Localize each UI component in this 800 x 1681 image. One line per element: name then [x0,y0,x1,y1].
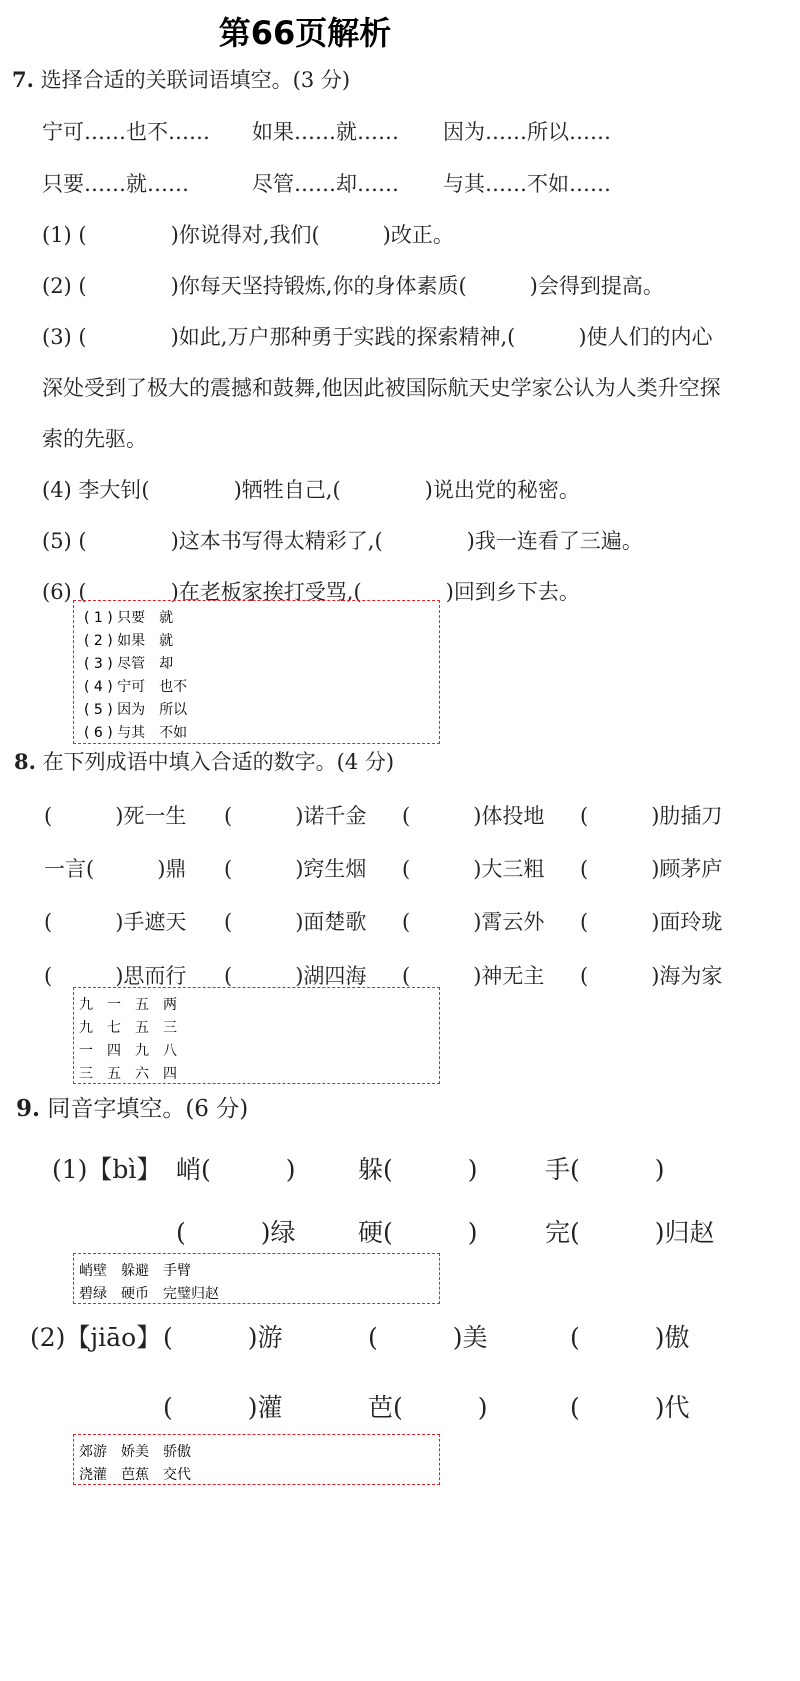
q8-idiom: ( )窍生烟 [224,857,367,881]
q8-idiom: ( )霄云外 [402,910,545,934]
q8-answer-box [73,987,440,1084]
q7-answer-4: ( 4 ) 宁可 也不 [84,679,188,695]
page-title: 第66页解析 [218,14,392,52]
q7-item-5: (5) ( )这本书写得太精彩了,( )我一连看了三遍。 [42,529,643,553]
q7-item-3-cont: 深处受到了极大的震撼和鼓舞,他因此被国际航天史学家公认为人类升空探 [42,376,721,400]
q7-answer-6: ( 6 ) 与其 不如 [84,725,188,741]
q8-idiom: ( )面楚歌 [224,910,367,934]
q7-item-1: (1) ( )你说得对,我们( )改正。 [42,223,454,247]
question-8-prompt: 在下列成语中填入合适的数字。(4 分) [42,750,395,774]
q9-part1-label: (1)【bì】 [52,1155,162,1184]
q7-option-3: 因为……所以…… [443,120,611,144]
q9-part1-blank: 完( )归赵 [545,1218,715,1247]
q9-part2-blank: ( )灌 [163,1393,283,1422]
question-7-heading [12,64,350,94]
q8-idiom: ( )神无主 [402,964,545,988]
q9-part1-blank: 躲( ) [358,1155,478,1184]
q9-part2-blank: ( )游 [163,1323,283,1352]
q8-idiom: ( )诺千金 [224,804,367,828]
q8-idiom: ( )死一生 [44,804,187,828]
q9-part1-answer-2: 碧绿 硬币 完璧归赵 [79,1286,219,1302]
q8-answer-2: 九 七 五 三 [79,1020,177,1036]
q7-option-1: 宁可……也不…… [42,120,210,144]
q7-item-3-end: 索的先驱。 [42,427,147,451]
q9-part1-answer-1: 峭壁 躲避 手臂 [79,1263,191,1279]
q7-answer-1: ( 1 ) 只要 就 [84,610,174,626]
question-8-number: 8. [14,749,36,774]
q8-idiom: ( )思而行 [44,964,187,988]
q8-answer-3: 一 四 九 八 [79,1043,177,1059]
q9-part1-blank: ( )绿 [176,1218,296,1247]
q8-idiom: ( )湖四海 [224,964,367,988]
q7-item-2: (2) ( )你每天坚持锻炼,你的身体素质( )会得到提高。 [42,274,664,298]
q9-part1-blank: 手( ) [545,1155,665,1184]
q7-item-4: (4) 李大钊( )牺牲自己,( )说出党的秘密。 [42,478,580,502]
q9-part2-blank: ( )美 [368,1323,488,1352]
q8-idiom: ( )顾茅庐 [580,857,723,881]
q7-option-5: 尽管……却…… [252,172,399,196]
q7-answer-box [73,600,440,744]
q9-part2-answer-2: 浇灌 芭蕉 交代 [79,1467,191,1483]
question-8-heading [14,746,394,776]
q8-idiom: ( )海为家 [580,964,723,988]
q8-answer-4: 三 五 六 四 [79,1066,177,1082]
q7-item-6: (6) ( )在老板家挨打受骂,( )回到乡下去。 [42,580,580,604]
q7-option-4: 只要……就…… [42,172,189,196]
q8-idiom: ( )体投地 [402,804,545,828]
q7-answer-3: ( 3 ) 尽管 却 [84,656,174,672]
question-7-number: 7. [12,67,34,92]
q8-idiom: ( )手遮天 [44,910,187,934]
q9-part1-answer-box [73,1253,440,1304]
q7-answer-5: ( 5 ) 因为 所以 [84,702,188,718]
question-9-prompt: 同音字填空。(6 分) [47,1096,249,1122]
q7-answer-2: ( 2 ) 如果 就 [84,633,174,649]
q8-idiom: ( )肋插刀 [580,804,723,828]
q7-option-6: 与其……不如…… [443,172,611,196]
q9-part2-blank: ( )代 [570,1393,690,1422]
question-9-heading [16,1090,248,1123]
q7-option-2: 如果……就…… [252,120,399,144]
q8-idiom: 一言( )鼎 [44,857,187,881]
q9-part2-blank: ( )傲 [570,1323,690,1352]
q9-part2-blank: 芭( ) [368,1393,488,1422]
q9-part1-blank: 硬( ) [358,1218,478,1247]
q9-part2-answer-1: 郊游 娇美 骄傲 [79,1444,191,1460]
q7-item-3: (3) ( )如此,万户那种勇于实践的探索精神,( )使人们的内心 [42,325,713,349]
question-9-number: 9. [16,1095,41,1122]
q9-part1-blank: 峭( ) [176,1155,296,1184]
question-7-prompt: 选择合适的关联词语填空。(3 分) [40,68,351,92]
q8-idiom: ( )大三粗 [402,857,545,881]
q8-answer-1: 九 一 五 两 [79,997,177,1013]
q9-part2-label: (2)【jiāo】 [30,1323,162,1352]
q8-idiom: ( )面玲珑 [580,910,723,934]
q9-part2-answer-box [73,1434,440,1485]
